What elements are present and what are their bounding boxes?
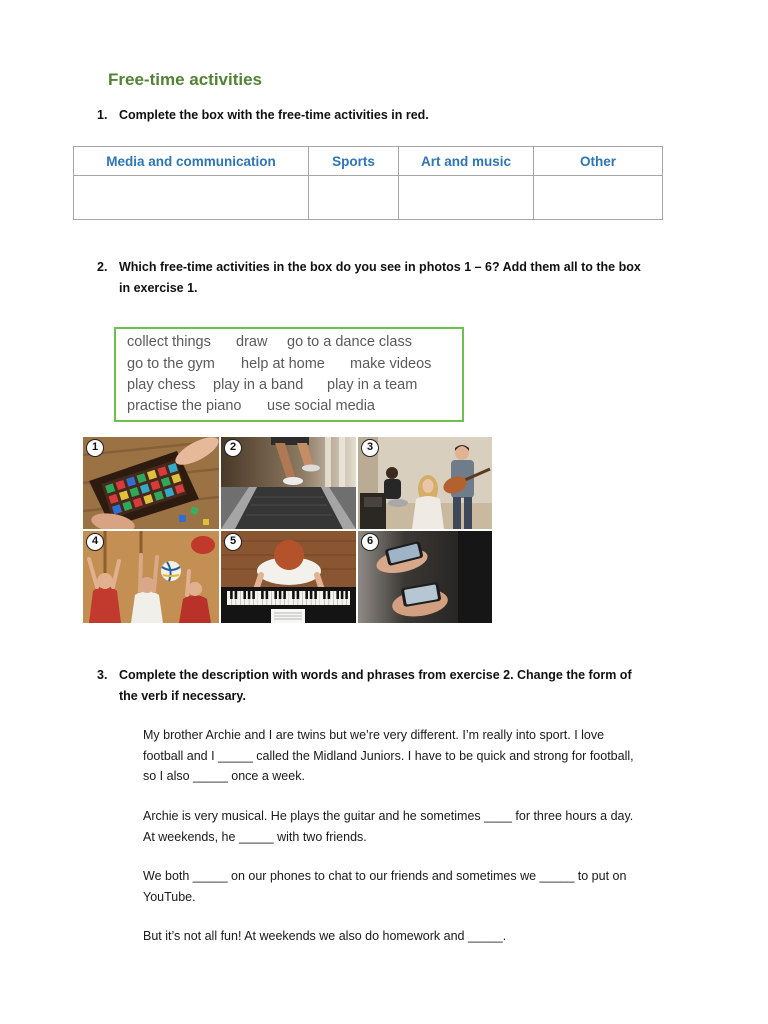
word-box-item: help at home <box>241 356 325 372</box>
table-answer-row <box>74 176 663 220</box>
volleyball <box>161 561 181 581</box>
photo-number-badge: 2 <box>224 439 242 457</box>
answer-cell-media-and-communication <box>74 176 309 220</box>
paragraph-line: My brother Archie and I are twins but we’re very different. I’m really into sport. I love <box>143 728 605 742</box>
instruction-line: the verb if necessary. <box>119 689 246 703</box>
instruction-line: Complete the description with words and phrases from exercise 2. Change the form of <box>119 668 632 682</box>
paragraph-line: But it’s not all fun! At weekends we also do homework and _____. <box>143 929 507 943</box>
photo-number-badge: 5 <box>224 533 242 551</box>
photo-6 <box>358 531 492 623</box>
header-art-and-music: Art and music <box>399 147 534 176</box>
photo-grid <box>83 437 492 623</box>
photo-number-badge: 1 <box>86 439 104 457</box>
description-paragraph <box>143 725 634 787</box>
page-title: Free-time activities <box>108 70 263 89</box>
description-paragraph <box>143 926 506 947</box>
photo-number-badge: 4 <box>86 533 104 551</box>
paragraph-line: so I also _____ once a week. <box>143 769 305 783</box>
photo-5 <box>221 531 356 623</box>
instruction-text <box>119 257 641 299</box>
amplifier <box>360 493 386 529</box>
answer-cell-art-and-music <box>399 176 534 220</box>
paragraph-line: Archie is very musical. He plays the guitar and he sometimes ____ for three hours a day. <box>143 809 634 823</box>
word-box-item: go to the gym <box>127 356 215 372</box>
paragraph-line: YouTube. <box>143 889 196 904</box>
photo-number-badge: 6 <box>361 533 379 551</box>
word-box-item: use social media <box>267 398 375 414</box>
paragraph-line: We both _____ on our phones to chat to our friends and sometimes we _____ to put on <box>143 869 627 883</box>
treadmill <box>221 487 356 529</box>
paragraph-line: football and I _____ called the Midland Juniors. I have to be quick and strong for football, <box>143 748 634 763</box>
instruction-line: in exercise 1. <box>119 281 198 295</box>
word-box-item: make videos <box>350 356 432 372</box>
photo-3 <box>358 437 492 529</box>
word-box-item: draw <box>236 334 268 350</box>
instruction-line: Which free-time activities in the box do you see in photos 1 – 6? Add them all to the box <box>119 260 641 274</box>
paragraph-line: At weekends, he _____ with two friends. <box>143 829 367 844</box>
activity-category-table <box>73 146 663 220</box>
word-box-item: collect things <box>127 334 211 350</box>
activity-word-box <box>114 327 464 422</box>
exercise-number: 2. <box>97 260 108 274</box>
table-header-row <box>74 147 663 176</box>
word-box-item: play chess <box>127 377 196 393</box>
header-media-and-communication: Media and communication <box>74 147 309 176</box>
instruction-text <box>119 107 429 123</box>
exercise-1-instruction <box>97 107 429 123</box>
exercise-3-instruction <box>97 665 632 707</box>
exercise-2-instruction <box>97 257 641 299</box>
header-sports: Sports <box>309 147 399 176</box>
description-paragraph <box>143 806 633 847</box>
header-other: Other <box>534 147 663 176</box>
word-box-item: play in a team <box>327 377 418 393</box>
answer-cell-sports <box>309 176 399 220</box>
word-box-item: go to a dance class <box>287 334 412 350</box>
instruction-text <box>119 665 632 707</box>
piano <box>221 587 356 623</box>
exercise-number: 1. <box>97 108 108 122</box>
word-box-item: play in a band <box>213 377 304 393</box>
photo-number-badge: 3 <box>361 439 379 457</box>
photo-1 <box>83 437 219 529</box>
exercise-number: 3. <box>97 668 108 682</box>
answer-cell-other <box>534 176 663 220</box>
photo-4 <box>83 531 219 623</box>
instruction-line: Complete the box with the free-time activities in red. <box>119 108 429 122</box>
word-box-item: practise the piano <box>127 398 242 414</box>
description-paragraph <box>143 866 626 907</box>
photo-2 <box>221 437 356 529</box>
